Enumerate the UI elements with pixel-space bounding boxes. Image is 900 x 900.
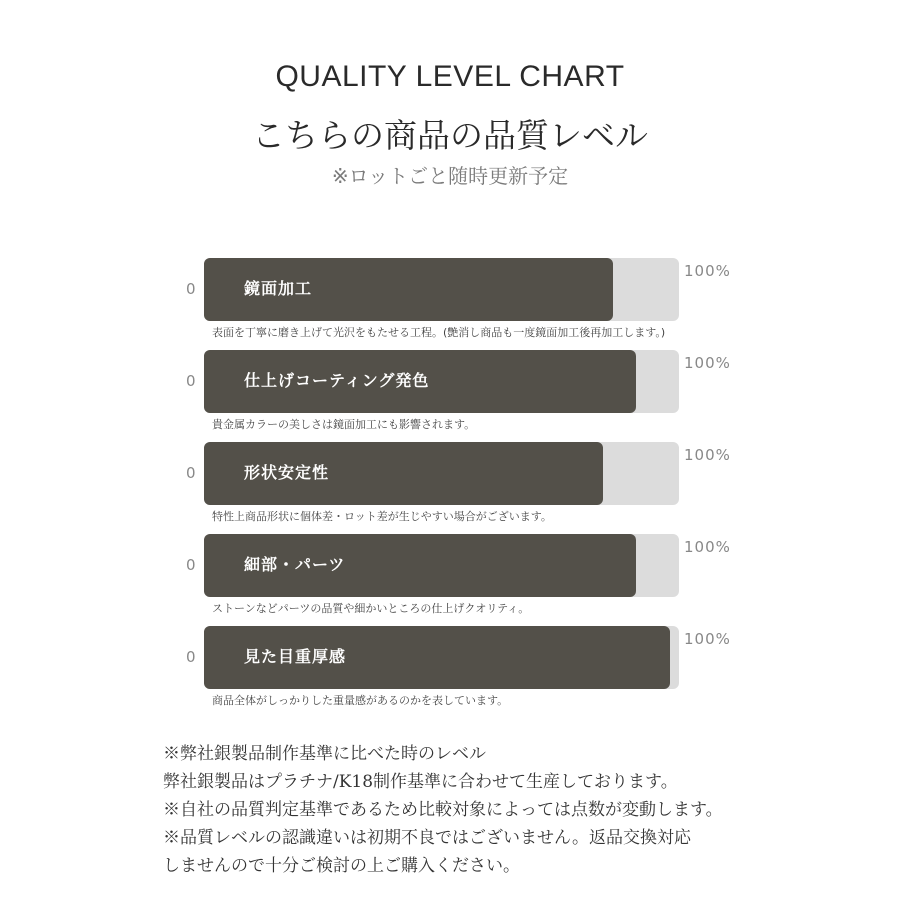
chart-title-en: QUALITY LEVEL CHART	[275, 60, 625, 93]
bar-description: 貴金属カラーの美しさは鏡面加工にも影響されます。	[212, 418, 476, 431]
bar-description: 表面を丁寧に磨き上げて光沢をもたせる工程。(艶消し商品も一度鏡面加工後再加工します。)	[212, 326, 666, 339]
bar-row	[0, 350, 900, 440]
bar-row	[0, 258, 900, 348]
bar-label: 細部・パーツ	[244, 555, 346, 574]
bar-description: 商品全体がしっかりした重量感があるのかを表しています。	[212, 694, 509, 707]
bar-row	[0, 442, 900, 532]
notes-section	[163, 740, 863, 880]
axis-max-label: 100%	[684, 630, 731, 648]
bar-label: 形状安定性	[244, 463, 330, 482]
axis-max-label: 100%	[684, 446, 731, 464]
bar-description: 特性上商品形状に個体差・ロット差が生じやすい場合がございます。	[212, 510, 552, 523]
note-line: ※弊社銀製品制作基準に比べた時のレベル	[163, 744, 486, 764]
bar-track	[204, 258, 679, 321]
axis-min-label: 0	[186, 280, 196, 298]
note-line: ※自社の品質判定基準であるため比較対象によっては点数が変動します。	[163, 800, 723, 820]
bar-label: 見た目重厚感	[244, 647, 347, 666]
axis-min-label: 0	[186, 648, 196, 666]
bar-fill	[204, 626, 670, 689]
note-line: しませんので十分ご検討の上ご購入ください。	[163, 856, 520, 876]
bar-track	[204, 626, 679, 689]
note-line: 弊社銀製品はプラチナ/K18制作基準に合わせて生産しております。	[163, 772, 678, 792]
bar-row	[0, 534, 900, 624]
chart-subtitle: ※ロットごと随時更新予定	[331, 164, 569, 188]
bar-label: 鏡面加工	[244, 279, 313, 298]
bar-fill	[204, 258, 613, 321]
chart-title-ja: こちらの商品の品質レベル	[252, 116, 648, 155]
bar-fill	[204, 534, 636, 597]
bar-track	[204, 534, 679, 597]
bar-row	[0, 626, 900, 716]
axis-min-label: 0	[186, 556, 196, 574]
bar-fill	[204, 442, 603, 505]
axis-max-label: 100%	[684, 538, 731, 556]
bar-label: 仕上げコーティング発色	[244, 371, 430, 390]
bar-fill	[204, 350, 636, 413]
axis-min-label: 0	[186, 372, 196, 390]
axis-max-label: 100%	[684, 262, 731, 280]
bar-track	[204, 350, 679, 413]
bar-description: ストーンなどパーツの品質や細かいところの仕上げクオリティ。	[212, 602, 530, 615]
bar-track	[204, 442, 679, 505]
axis-max-label: 100%	[684, 354, 731, 372]
note-line: ※品質レベルの認識違いは初期不良ではございません。返品交換対応	[163, 828, 692, 848]
axis-min-label: 0	[186, 464, 196, 482]
